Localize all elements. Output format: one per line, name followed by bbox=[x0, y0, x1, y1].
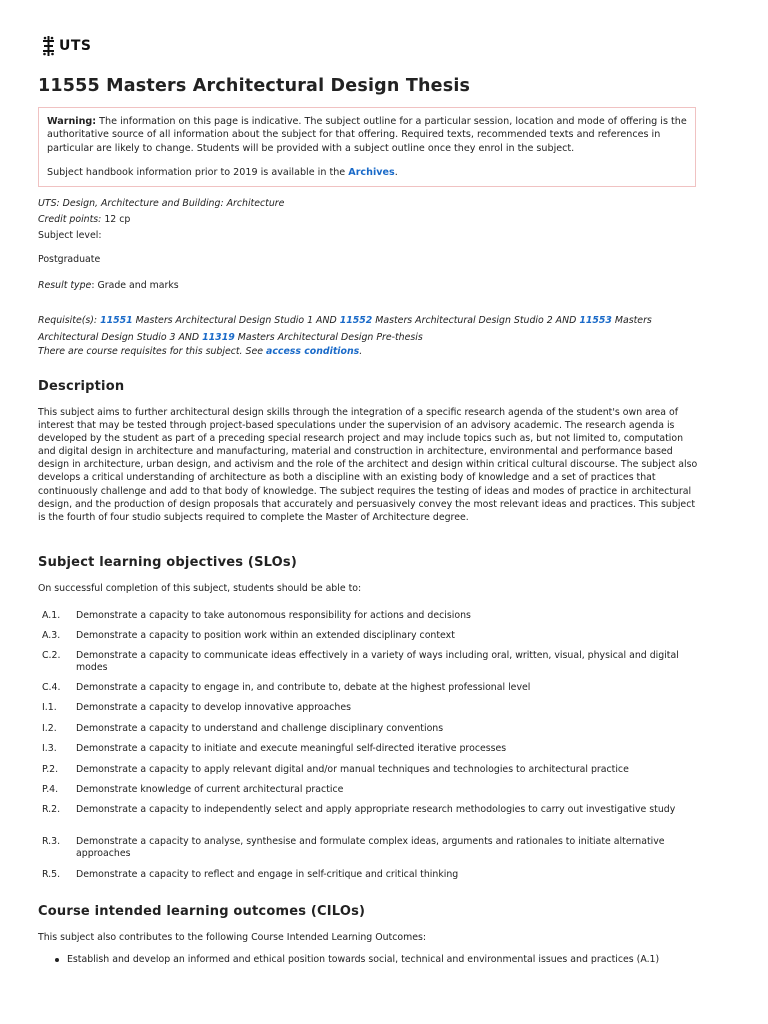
note-prefix: There are course requisites for this subject. See bbox=[38, 346, 266, 357]
slo-code: I.3. bbox=[42, 743, 57, 754]
note-suffix: . bbox=[359, 346, 363, 357]
slo-item bbox=[38, 764, 698, 776]
credit-points bbox=[38, 214, 130, 225]
slo-item bbox=[38, 784, 698, 796]
slo-text: Demonstrate a capacity to initiate and execute meaningful self-directed iterative processes bbox=[76, 743, 507, 754]
logo-text: UTS bbox=[59, 38, 92, 54]
faculty-line: UTS: Design, Architecture and Building: Architecture bbox=[38, 198, 285, 209]
description-body: This subject aims to further architectural design skills through the integration of a specific research agenda of the student's own area of interest that may be tested through project-based speculations under the supervision of an advisory academic. The research agenda is developed by the student as part of a preceding special research project and may include topics such as, but not limited to, computation and digital design in architecture and manufacturing, material and construction in architecture, environmental and performance based design in architecture, urban design, and activism and the role of the architect and design within critical cultural discourse. The subject also develops a critical understanding of architecture as both a discipline with an existing body of knowledge and a set of practices that continuously challenge and add to that body of knowledge. The subject requires the testing of ideas and modes of practice in architectural design, and the production of design proposals that accurately and persuasively convey the most relevant ideas and practices. This subject is the fourth of four studio subjects required to complete the Master of Architecture degree. bbox=[38, 407, 698, 523]
slo-code: P.2. bbox=[42, 764, 59, 775]
slo-code: P.4. bbox=[42, 784, 59, 795]
slo-code: C.2. bbox=[42, 650, 61, 661]
requisites bbox=[38, 313, 703, 346]
credit-label: Credit points: bbox=[38, 214, 102, 225]
requisite-link-11553[interactable]: 11553 bbox=[579, 315, 612, 326]
result-label: Result type bbox=[38, 280, 92, 291]
slo-code: A.1. bbox=[42, 610, 61, 621]
slo-item bbox=[38, 650, 698, 675]
slo-code: R.3. bbox=[42, 836, 61, 847]
uts-crest-icon bbox=[43, 36, 54, 56]
requisite-link-11551[interactable]: 11551 bbox=[100, 315, 133, 326]
slo-code: R.5. bbox=[42, 869, 61, 880]
slo-heading: Subject learning objectives (SLOs) bbox=[38, 555, 297, 570]
archive-suffix: . bbox=[394, 167, 398, 179]
archive-prefix: Subject handbook information prior to 2019 is available in the bbox=[47, 167, 349, 179]
warning-box bbox=[38, 107, 696, 187]
cilo-item-text: Establish and develop an informed and ethical position towards social, technical and environmental issues and practices (A.1) bbox=[67, 954, 660, 965]
slo-code: C.4. bbox=[42, 682, 61, 693]
page-title: 11555 Masters Architectural Design Thesis bbox=[38, 76, 471, 96]
requisite-name: Masters Architectural Design Pre-thesis bbox=[234, 331, 423, 343]
slo-text: Demonstrate a capacity to independently select and apply appropriate research methodologies to carry out investigative study bbox=[76, 804, 676, 815]
cilo-intro: This subject also contributes to the following Course Intended Learning Outcomes: bbox=[38, 932, 427, 943]
slo-text: Demonstrate a capacity to reflect and engage in self-critique and critical thinking bbox=[76, 869, 459, 880]
slo-item bbox=[38, 610, 698, 622]
requisite-link-11552[interactable]: 11552 bbox=[339, 315, 373, 326]
slo-text: Demonstrate a capacity to understand and challenge disciplinary conventions bbox=[76, 723, 444, 734]
slo-item bbox=[38, 743, 698, 755]
requisite-link-11319[interactable]: 11319 bbox=[202, 331, 235, 343]
slo-text: Demonstrate a capacity to communicate ideas effectively in a variety of ways including oral, written, visual, physical and digital modes bbox=[76, 650, 679, 674]
slo-code: A.3. bbox=[42, 630, 61, 641]
requisite-name: Masters Architectural Design Studio 3 AND bbox=[38, 315, 652, 343]
credit-value: 12 cp bbox=[104, 214, 131, 225]
subject-level-label: Subject level: bbox=[38, 230, 102, 241]
slo-code: R.2. bbox=[42, 804, 61, 815]
slo-text: Demonstrate knowledge of current architectural practice bbox=[76, 784, 344, 795]
slo-item bbox=[38, 682, 698, 694]
slo-item bbox=[38, 804, 698, 816]
uts-logo[interactable] bbox=[43, 36, 92, 56]
slo-code: I.1. bbox=[42, 702, 57, 713]
slo-code: I.2. bbox=[42, 723, 57, 734]
slo-intro: On successful completion of this subject, students should be able to: bbox=[38, 583, 362, 594]
bullet-icon bbox=[55, 958, 59, 962]
archives-link[interactable]: Archives bbox=[348, 167, 395, 179]
warning-body: The information on this page is indicative. The subject outline for a particular session, location and mode of offering is the authoritative source of all information about the subject for that offering. Required texts, recommended texts and references in particular are likely to change. Students will be provided with a subject outline once they enrol in the subject. bbox=[47, 116, 687, 154]
slo-item bbox=[38, 702, 698, 714]
slo-item bbox=[38, 836, 698, 861]
slo-item bbox=[38, 869, 698, 881]
warning-text bbox=[47, 115, 687, 155]
result-type bbox=[38, 280, 179, 291]
warning-label: Warning: bbox=[47, 116, 97, 127]
result-value: : Grade and marks bbox=[91, 280, 179, 291]
requisites-note bbox=[38, 346, 362, 357]
requisites-label: Requisite(s): bbox=[38, 315, 101, 326]
slo-text: Demonstrate a capacity to position work within an extended disciplinary context bbox=[76, 630, 455, 641]
slo-item bbox=[38, 723, 698, 735]
slo-text: Demonstrate a capacity to develop innovative approaches bbox=[76, 702, 351, 713]
requisite-name: Masters Architectural Design Studio 1 AND bbox=[132, 315, 340, 326]
slo-item bbox=[38, 630, 698, 642]
cilo-heading: Course intended learning outcomes (CILOs) bbox=[38, 904, 366, 919]
archive-note bbox=[47, 166, 687, 179]
cilo-item bbox=[55, 954, 659, 965]
subject-level-value: Postgraduate bbox=[38, 254, 101, 265]
description-heading: Description bbox=[38, 379, 125, 394]
slo-text: Demonstrate a capacity to analyse, synthesise and formulate complex ideas, arguments and rationales to initiate alternative approaches bbox=[76, 836, 665, 860]
slo-text: Demonstrate a capacity to apply relevant digital and/or manual techniques and technologies to architectural practice bbox=[76, 764, 629, 775]
requisite-name: Masters Architectural Design Studio 2 AND bbox=[372, 315, 580, 326]
access-conditions-link[interactable]: access conditions bbox=[266, 346, 360, 357]
slo-text: Demonstrate a capacity to engage in, and contribute to, debate at the highest professional level bbox=[76, 682, 531, 693]
slo-text: Demonstrate a capacity to take autonomous responsibility for actions and decisions bbox=[76, 610, 471, 621]
